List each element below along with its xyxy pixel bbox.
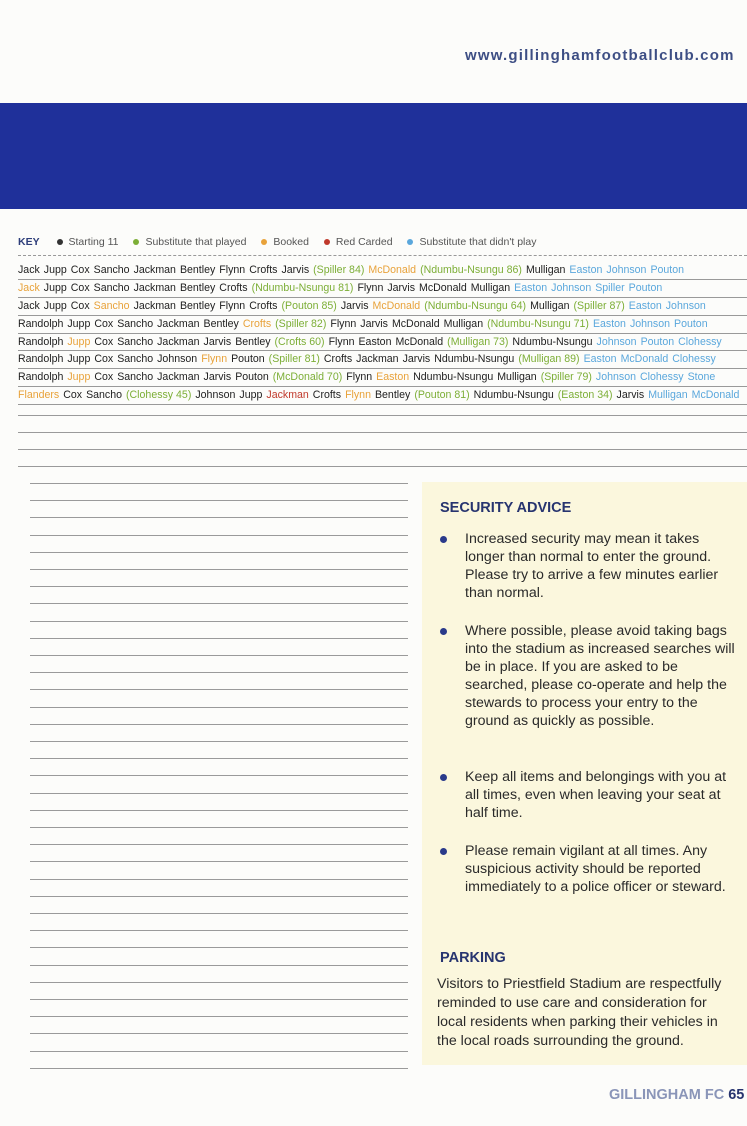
key-item-sub-played: Substitute that played (125, 236, 246, 248)
blank-line (30, 999, 408, 1000)
lineup-player: McDonald (391, 317, 440, 330)
lineup-player: Mulligan (470, 281, 511, 294)
lineup-player: (Ndumbu-Nsungu 64) (424, 299, 527, 312)
lineup-player: Jupp (239, 389, 263, 402)
lineup-player: Easton (358, 335, 392, 348)
lineup-player: Clohessy (672, 353, 716, 366)
red-card-dot-icon (324, 239, 330, 245)
lineup-player: Pouton (640, 335, 675, 348)
sub-unused-dot-icon (407, 239, 413, 245)
key-item-red-carded: Red Carded (316, 236, 393, 248)
lineup-player: (Spiller 81) (268, 353, 320, 366)
lineup-player: Bentley (203, 317, 239, 330)
lineup-player: Jarvis (203, 335, 232, 348)
lineup-player: Crofts (312, 389, 342, 402)
lineup-row (18, 262, 747, 280)
lineup-player: Clohessy (678, 335, 722, 348)
blank-line (30, 586, 408, 587)
blank-line (30, 517, 408, 518)
lineup-player: Bentley (179, 264, 216, 276)
lineup-player: Ndumbu-Nsungu (413, 371, 494, 384)
lineup-player: Mulligan (497, 371, 537, 384)
lineup-player: Easton (583, 353, 617, 366)
key-item-starting: Starting 11 (49, 236, 119, 248)
blank-line (30, 707, 408, 708)
page-footer (609, 1087, 744, 1103)
lineup-player: Flanders (18, 389, 60, 402)
lineup-player: Jarvis (360, 317, 388, 330)
lineup-player: Jarvis (340, 299, 369, 312)
blank-line (30, 741, 408, 742)
lineup-row (18, 351, 747, 369)
lineup-player: Randolph (18, 317, 64, 330)
lineup-player: Jupp (67, 371, 91, 384)
blank-line (18, 415, 747, 416)
lineup-player: Sancho (117, 371, 154, 384)
lineup-player: Johnson (157, 353, 198, 366)
lineup-player: (Ndumbu-Nsungu 71) (487, 317, 589, 330)
blank-line (30, 775, 408, 776)
blank-line (30, 947, 408, 948)
lineup-player: Cox (70, 299, 90, 312)
lineup-player: (Spiller 82) (275, 317, 327, 330)
blank-line (18, 466, 747, 467)
blank-line (30, 879, 408, 880)
footer-club-name: GILLINGHAM FC (609, 1087, 725, 1103)
lineup-player: (Spiller 79) (540, 371, 592, 384)
lineup-player: Pouton (231, 353, 265, 366)
blank-line (30, 724, 408, 725)
lineup-player: Bentley (179, 281, 216, 294)
lineup-player: Jarvis (203, 371, 232, 384)
lineup-player: Easton (592, 317, 626, 330)
lineup-player: Jackman (157, 371, 200, 384)
lineup-player: Crofts (242, 317, 272, 330)
lineup-row (18, 298, 747, 316)
lineup-player: Bentley (235, 335, 271, 348)
lineup-row (18, 387, 747, 405)
lineup-player: McDonald (395, 335, 444, 348)
security-heading: SECURITY ADVICE (440, 500, 572, 516)
lineup-player: Jarvis (387, 281, 416, 294)
blank-line (30, 827, 408, 828)
lineup-player: Ndumbu-Nsungu (512, 335, 593, 348)
lineup-player: Jupp (43, 299, 67, 312)
lineup-player: Sancho (93, 299, 130, 312)
lineup-player: Randolph (18, 335, 64, 348)
lineup-player: Easton (514, 281, 548, 294)
blank-line (30, 965, 408, 966)
blank-line (30, 1051, 408, 1052)
blank-line (30, 930, 408, 931)
lineup-player: Flynn (330, 317, 357, 330)
lineup-player: Jackman (157, 317, 200, 330)
booked-dot-icon (261, 239, 267, 245)
lineup-player: (Ndumbu-Nsungu 86) (420, 264, 522, 276)
lineup-player: Jackman (356, 353, 399, 366)
key-legend (18, 236, 540, 248)
lineup-player: (Pouton 81) (414, 389, 470, 402)
lineup-player: Johnson (595, 371, 636, 384)
starting-dot-icon (57, 239, 63, 245)
security-bullet: Where possible, please avoid taking bags into the stadium as increased searches will be in place. If you are asked to be searched, please co-operate and help the stewards to process your entry to the ground as quickly as possible. (440, 622, 740, 730)
lineup-player: Crofts (219, 281, 248, 294)
lineup-player: Johnson (665, 299, 706, 312)
lineup-player: McDonald (620, 353, 669, 366)
lineup-player: Jackman (133, 281, 176, 294)
blank-line (30, 483, 408, 484)
lineup-player: Jupp (67, 353, 91, 366)
lineup-player: Pouton (235, 371, 269, 384)
lineup-player: Jackman (157, 335, 200, 348)
lineup-player: Pouton (628, 281, 663, 294)
lineup-player: Cox (94, 353, 114, 366)
lineup-player: Bentley (374, 389, 411, 402)
blank-line (30, 896, 408, 897)
security-bullet: Increased security may mean it takes longer than normal to enter the ground. Please try to arrive a few minutes earlier than normal. (440, 530, 740, 602)
lineup-player: (Pouton 85) (281, 299, 337, 312)
lineup-player: Johnson (195, 389, 236, 402)
website-url: www.gillinghamfootballclub.com (465, 47, 735, 64)
lineup-player: Flynn (201, 353, 228, 366)
lineup-player: (Mulligan 89) (518, 353, 580, 366)
bullet-dot-icon (440, 848, 447, 855)
blank-line (30, 603, 408, 604)
lineup-player: Clohessy (639, 371, 684, 384)
lineup-player: Pouton (674, 317, 708, 330)
lineup-player: Jarvis (402, 353, 431, 366)
lineup-player: Johnson (606, 264, 647, 276)
lineup-row (18, 334, 747, 352)
lineup-player: Cox (70, 264, 90, 276)
lineup-player: Jupp (67, 317, 91, 330)
lineup-player: Johnson (629, 317, 671, 330)
lineup-player: Flynn (346, 371, 373, 384)
lineup-player: Jupp (43, 264, 67, 276)
blank-line (30, 552, 408, 553)
lineup-player: (Easton 34) (557, 389, 613, 402)
blank-line (30, 500, 408, 501)
lineup-player: Randolph (18, 353, 64, 366)
lineup-player: Jack (18, 281, 40, 294)
lineup-player: Cox (63, 389, 83, 402)
lineup-player: Crofts (249, 299, 278, 312)
security-bullet: Please remain vigilant at all times. Any suspicious activity should be reported immediately to a police officer or steward. (440, 842, 740, 896)
lineup-player: McDonald (691, 389, 740, 402)
lineup-player: Spiller (595, 281, 625, 294)
lineups-table (18, 262, 747, 405)
lineup-player: Crofts (249, 264, 278, 276)
lineup-player: Ndumbu-Nsungu (434, 353, 515, 366)
lineup-player: Jack (18, 299, 40, 312)
lineup-player: Sancho (117, 353, 154, 366)
lineup-player: Cox (94, 317, 114, 330)
blank-line (30, 1068, 408, 1069)
lineup-player: Johnson (551, 281, 592, 294)
lineup-player: Jarvis (281, 264, 310, 276)
lineup-row (18, 316, 747, 334)
lineup-player: Flynn (219, 299, 246, 312)
lineup-player: Mulligan (525, 264, 566, 276)
blank-line (30, 638, 408, 639)
lineup-player: McDonald (419, 281, 467, 294)
lineup-player: Sancho (93, 264, 130, 276)
blank-line (30, 655, 408, 656)
lineup-player: (McDonald 70) (272, 371, 343, 384)
bullet-dot-icon (440, 628, 447, 635)
lineup-player: Jupp (43, 281, 67, 294)
lineup-player: McDonald (372, 299, 421, 312)
lineup-player: Easton (628, 299, 662, 312)
page-number: 65 (728, 1087, 745, 1103)
lineup-player: Jackman (266, 389, 309, 402)
lineup-player: Ndumbu-Nsungu (473, 389, 554, 402)
lineup-player: Bentley (179, 299, 216, 312)
lineup-player: Mulligan (443, 317, 484, 330)
lineup-player: (Crofts 60) (274, 335, 325, 348)
lineup-player: (Spiller 87) (573, 299, 625, 312)
lineup-player: (Mulligan 73) (447, 335, 509, 348)
blank-line (30, 844, 408, 845)
lineup-player: Mulligan (530, 299, 570, 312)
lineup-player: (Clohessy 45) (126, 389, 192, 402)
bullet-dot-icon (440, 536, 447, 543)
lineup-player: Randolph (18, 371, 64, 384)
lineup-player: Cox (94, 371, 114, 384)
lineup-player: Sancho (86, 389, 122, 402)
blank-line (30, 689, 408, 690)
lineup-player: Cox (94, 335, 114, 348)
lineup-player: Flynn (219, 264, 246, 276)
lineup-player: Sancho (117, 317, 154, 330)
key-item-sub-unused: Substitute that didn't play (399, 236, 536, 248)
security-bullet: Keep all items and belongings with you at all times, even when leaving your seat at half time. (440, 768, 740, 822)
lineup-player: McDonald (368, 264, 417, 276)
lineup-player: Mulligan (648, 389, 688, 402)
blank-line (30, 535, 408, 536)
blank-line (18, 432, 747, 433)
lineup-player: Flynn (357, 281, 384, 294)
lineup-player: Sancho (117, 335, 154, 348)
parking-text: Visitors to Priestfield Stadium are respectfully reminded to use care and consideration for local residents when parking their vehicles in the local roads surrounding the ground. (437, 976, 722, 1049)
blank-line (30, 861, 408, 862)
blank-line (30, 810, 408, 811)
lineup-player: Jack (18, 264, 40, 276)
blank-line (30, 1033, 408, 1034)
blank-line (30, 982, 408, 983)
parking-heading: PARKING (440, 950, 506, 966)
lineup-player: Jackman (133, 299, 176, 312)
blank-line (30, 1016, 408, 1017)
lineup-row (18, 369, 747, 387)
key-item-booked: Booked (253, 236, 309, 248)
lineup-player: Crofts (323, 353, 353, 366)
lineup-player: Stone (687, 371, 716, 384)
lineup-player: Pouton (650, 264, 685, 276)
key-title: KEY (18, 236, 40, 248)
lineup-player: Jackman (133, 264, 176, 276)
key-divider (18, 255, 747, 256)
lineup-player: Flynn (328, 335, 355, 348)
blank-line (18, 449, 747, 450)
bullet-dot-icon (440, 774, 447, 781)
lineup-player: Jarvis (616, 389, 645, 402)
lineup-player: Easton (376, 371, 410, 384)
blank-line (30, 793, 408, 794)
lineup-player: Cox (70, 281, 90, 294)
blank-line (30, 758, 408, 759)
lineup-player: Jupp (67, 335, 91, 348)
blank-line (30, 569, 408, 570)
lineup-player: (Ndumbu-Nsungu 81) (251, 281, 354, 294)
lineup-player: (Spiller 84) (313, 264, 365, 276)
blank-line (30, 672, 408, 673)
lineup-player: Flynn (345, 389, 371, 402)
blank-line (30, 621, 408, 622)
header-banner (0, 103, 747, 209)
lineup-player: Sancho (93, 281, 130, 294)
sub-played-dot-icon (133, 239, 139, 245)
blank-line (30, 913, 408, 914)
lineup-row (18, 280, 747, 298)
lineup-player: Johnson (596, 335, 637, 348)
lineup-player: Easton (569, 264, 603, 276)
